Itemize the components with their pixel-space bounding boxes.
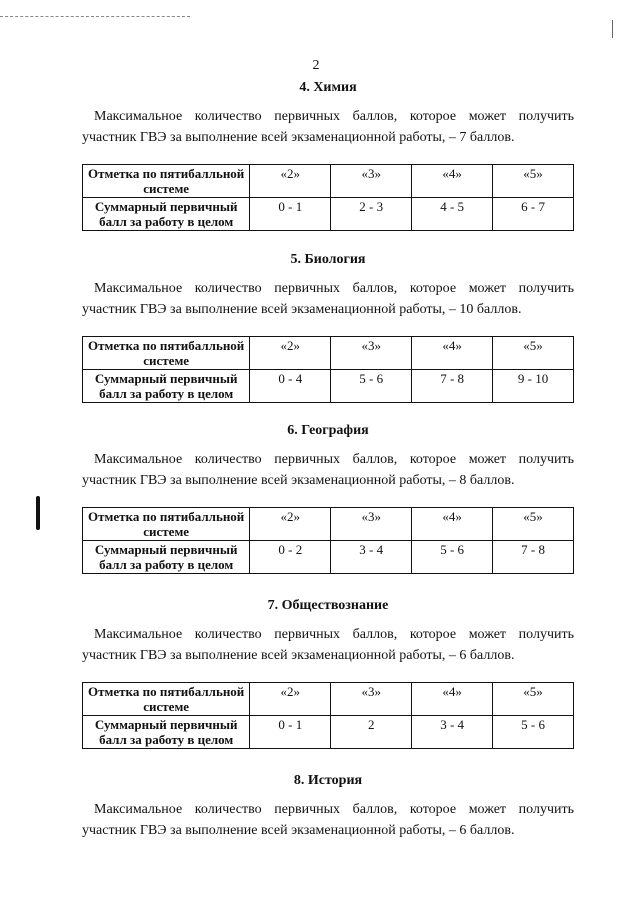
score-cell: 4 - 5 bbox=[412, 198, 493, 231]
score-cell: 7 - 8 bbox=[493, 541, 574, 574]
score-cell: 3 - 4 bbox=[331, 541, 412, 574]
score-cell: 6 - 7 bbox=[493, 198, 574, 231]
scan-mark-right bbox=[612, 20, 613, 38]
section-title: 4. Химия bbox=[299, 80, 357, 95]
section-social-studies bbox=[82, 596, 574, 749]
score-cell: 5 - 6 bbox=[412, 541, 493, 574]
score-cell: 9 - 10 bbox=[493, 370, 574, 403]
grade-2: «2» bbox=[250, 165, 331, 198]
score-cell: 3 - 4 bbox=[412, 716, 493, 749]
grade-2: «2» bbox=[250, 337, 331, 370]
score-cell: 2 - 3 bbox=[331, 198, 412, 231]
section-title: 5. Биология bbox=[290, 252, 366, 267]
grade-3: «3» bbox=[331, 508, 412, 541]
table-row bbox=[83, 716, 574, 749]
grade-2: «2» bbox=[250, 683, 331, 716]
grade-5: «5» bbox=[493, 683, 574, 716]
score-cell: 2 bbox=[331, 716, 412, 749]
grade-4: «4» bbox=[412, 165, 493, 198]
table-row bbox=[83, 370, 574, 403]
grade-5: «5» bbox=[493, 337, 574, 370]
page-number: 2 bbox=[312, 58, 320, 73]
grade-5: «5» bbox=[493, 508, 574, 541]
grade-4: «4» bbox=[412, 508, 493, 541]
table-row bbox=[83, 541, 574, 574]
grade-3: «3» bbox=[331, 683, 412, 716]
section-text: Максимальное количество первичных баллов, которое может получить участник ГВЭ за выполнение всей экзаменационной работы, – 10 баллов. bbox=[82, 281, 574, 317]
grade-2: «2» bbox=[250, 508, 331, 541]
table-row bbox=[83, 198, 574, 231]
score-cell: 0 - 1 bbox=[250, 198, 331, 231]
section-chemistry bbox=[82, 78, 574, 231]
grade-table bbox=[82, 507, 574, 574]
row-label: Суммарный первичный балл за работу в целом bbox=[83, 716, 250, 749]
row-label: Суммарный первичный балл за работу в целом bbox=[83, 370, 250, 403]
grade-4: «4» bbox=[412, 683, 493, 716]
section-title: 7. Обществознание bbox=[267, 598, 389, 613]
score-cell: 5 - 6 bbox=[331, 370, 412, 403]
grade-4: «4» bbox=[412, 337, 493, 370]
row-label: Суммарный первичный балл за работу в целом bbox=[83, 541, 250, 574]
section-geography bbox=[82, 421, 574, 574]
section-title: 8. История bbox=[293, 773, 363, 788]
scan-mark-left bbox=[36, 496, 40, 530]
grade-table bbox=[82, 164, 574, 231]
section-text: Максимальное количество первичных баллов, которое может получить участник ГВЭ за выполнение всей экзаменационной работы, – 7 баллов. bbox=[82, 109, 574, 145]
score-cell: 0 - 1 bbox=[250, 716, 331, 749]
table-header-row bbox=[83, 508, 574, 541]
score-cell: 5 - 6 bbox=[493, 716, 574, 749]
section-title: 6. География bbox=[287, 423, 369, 438]
table-header-row bbox=[83, 165, 574, 198]
section-biology bbox=[82, 250, 574, 403]
table-header-row bbox=[83, 683, 574, 716]
grade-3: «3» bbox=[331, 165, 412, 198]
row-label: Суммарный первичный балл за работу в целом bbox=[83, 198, 250, 231]
header-label: Отметка по пятибалльной системе bbox=[83, 337, 250, 370]
top-scan-rule bbox=[0, 16, 190, 17]
score-cell: 0 - 2 bbox=[250, 541, 331, 574]
score-cell: 7 - 8 bbox=[412, 370, 493, 403]
header-label: Отметка по пятибалльной системе bbox=[83, 165, 250, 198]
grade-5: «5» bbox=[493, 165, 574, 198]
section-text: Максимальное количество первичных баллов, которое может получить участник ГВЭ за выполнение всей экзаменационной работы, – 6 баллов. bbox=[82, 802, 574, 838]
section-history bbox=[82, 771, 574, 841]
header-label: Отметка по пятибалльной системе bbox=[83, 508, 250, 541]
table-header-row bbox=[83, 337, 574, 370]
header-label: Отметка по пятибалльной системе bbox=[83, 683, 250, 716]
section-text: Максимальное количество первичных баллов, которое может получить участник ГВЭ за выполнение всей экзаменационной работы, – 8 баллов. bbox=[82, 452, 574, 488]
grade-table bbox=[82, 682, 574, 749]
section-text: Максимальное количество первичных баллов, которое может получить участник ГВЭ за выполнение всей экзаменационной работы, – 6 баллов. bbox=[82, 627, 574, 663]
grade-3: «3» bbox=[331, 337, 412, 370]
grade-table bbox=[82, 336, 574, 403]
score-cell: 0 - 4 bbox=[250, 370, 331, 403]
